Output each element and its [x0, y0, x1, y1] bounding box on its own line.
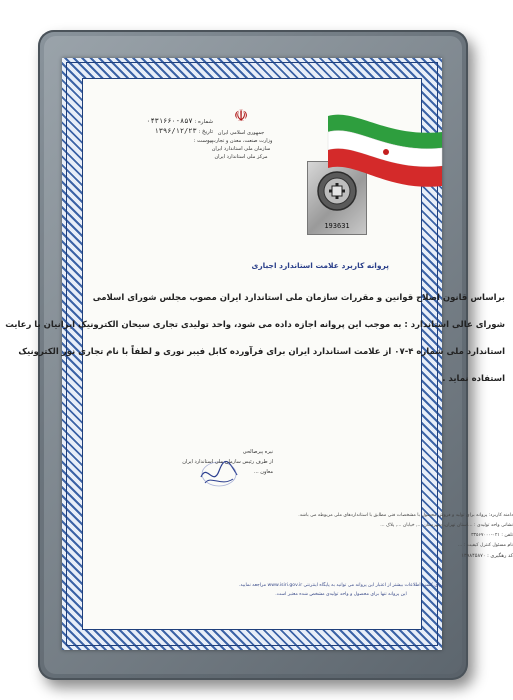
organization-subtitle: مرکز ملی استاندارد ایران	[214, 154, 268, 160]
attachment-label: پیوست :	[193, 138, 213, 144]
verification-line: برای کسب اطلاعات بیشتر از اعتبار این پروانه می توانید به پایگاه اینترنتی www.isiri.gov.ir مراجعه نمایید.	[238, 583, 444, 588]
iran-emblem-icon: ☫	[233, 106, 249, 125]
certificate-title: پروانه کاربرد علامت استاندارد اجباری	[251, 261, 389, 270]
footer-line: نشانی واحد تولیدی : ...استان تهران، شهرستان ..., خیابان ..., پلاک ...	[380, 523, 513, 528]
body-line: شورای عالی استاندارد : به موجب این پروانه اجازه داده می شود، واحد تولیدی تجاری سیحان الکترونیک ایرانیان با رعایت	[5, 320, 505, 330]
body-line: استفاده نماید .	[442, 374, 505, 384]
organization-name: سازمان ملی استاندارد ایران	[211, 146, 271, 152]
seal-serial-number: 193631	[324, 222, 350, 230]
signatory-name: نیره پیرصالحی	[242, 449, 273, 455]
header-ministry	[211, 107, 271, 161]
verification-line: این پروانه تنها برای محصول و واحد تولیدی مشخص شده معتبر است.	[275, 592, 407, 597]
date-label: تاریخ :	[198, 129, 213, 135]
body-line: براساس قانون اصلاح قوانین و مقررات سازمان ملی استاندارد ایران مصوب مجلس شورای اسلامی	[92, 293, 505, 303]
footer-line: دامنه کاربرد: پروانه برای تولید و فروش محصول با مشخصات فنی مطابق با استانداردهای ملی مربوطه می باشد.	[298, 513, 513, 518]
signatory-title: از طرف رئیس سازمان ملی استاندارد ایران	[182, 459, 273, 465]
verification-note	[231, 581, 451, 599]
ministry-subtitle: وزارت صنعت، معدن و تجارت	[211, 138, 273, 144]
date-row	[121, 127, 213, 137]
tracking-code: کد رهگیری : ۱۳۹۸۴۵۸۷۰	[461, 553, 513, 559]
certificate-body	[5, 285, 505, 393]
body-line: استاندارد ملی شماره ۴-۰۷ از علامت استاندارد ایران برای فرآورده کابل فیبر نوری و لطفاً با نام تجاری نور الکترونیک	[18, 347, 505, 357]
footer-line: تلفن : ۰۲۱-۳۳۵۶۷۰۰۰	[471, 533, 513, 538]
signatory-role: معاون ...	[253, 469, 273, 475]
ministry-name: جمهوری اسلامی ایران	[217, 130, 265, 136]
date-value: ۱۳۹۶/۱۲/۲۳	[154, 127, 197, 135]
footer-line: نام مسئول کنترل کیفیت : ...	[457, 543, 513, 548]
number-value: ۸۵۷-۰۴۳۱۶۶۰	[146, 117, 193, 125]
iran-flag-icon	[326, 108, 444, 218]
header-reference	[121, 117, 213, 146]
footer-details	[298, 511, 513, 561]
signature-block	[182, 447, 273, 477]
number-row	[121, 117, 213, 127]
attachment-row	[121, 137, 213, 146]
number-label: شماره :	[194, 119, 213, 125]
certificate	[5, 58, 513, 650]
